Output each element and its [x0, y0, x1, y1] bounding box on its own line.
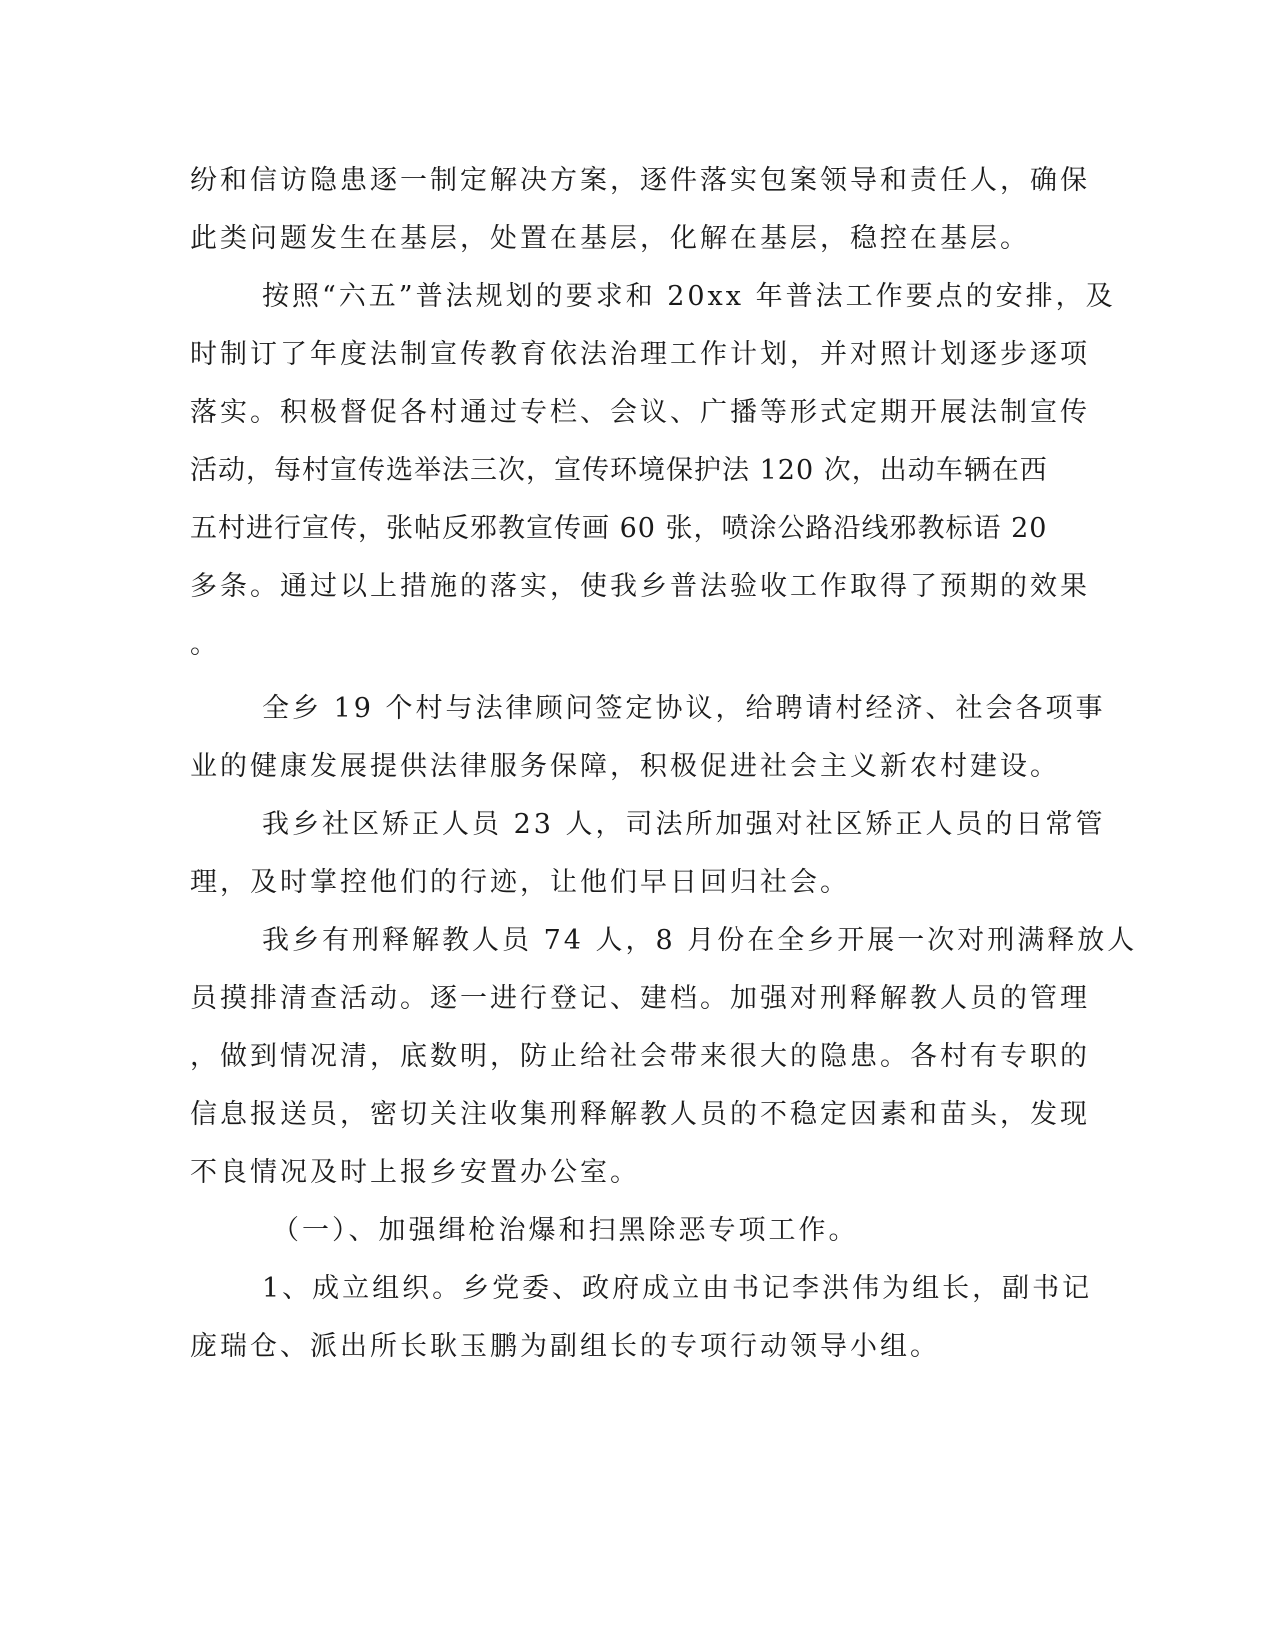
paragraph-start-line: 我乡有刑释解教人员 74 人，8 月份在全乡开展一次对刑满释放人	[262, 925, 1138, 956]
text-line: 。	[190, 629, 220, 660]
paragraph-start-line: 我乡社区矫正人员 23 人，司法所加强对社区矫正人员的日常管	[262, 809, 1106, 840]
text-line: 纷和信访隐患逐一制定解决方案，逐件落实包案领导和责任人，确保	[190, 165, 1090, 196]
text-line: 此类问题发生在基层，处置在基层，化解在基层，稳控在基层。	[190, 223, 1030, 254]
text-line: 业的健康发展提供法律服务保障，积极促进社会主义新农村建设。	[190, 751, 1060, 782]
text-line: 多条。通过以上措施的落实，使我乡普法验收工作取得了预期的效果	[190, 571, 1090, 602]
text-line: 五村进行宣传，张帖反邪教宣传画 60 张，喷涂公路沿线邪教标语 20	[190, 513, 1048, 544]
paragraph-start-line: 1、成立组织。乡党委、政府成立由书记李洪伟为组长，副书记	[262, 1273, 1093, 1304]
text-line: 不良情况及时上报乡安置办公室。	[190, 1157, 640, 1188]
paragraph-start-line: 全乡 19 个村与法律顾问签定协议，给聘请村经济、社会各项事	[262, 693, 1106, 724]
text-line: 时制订了年度法制宣传教育依法治理工作计划，并对照计划逐步逐项	[190, 339, 1090, 370]
text-line: 员摸排清查活动。逐一进行登记、建档。加强对刑释解教人员的管理	[190, 983, 1090, 1014]
text-line: 信息报送员，密切关注收集刑释解教人员的不稳定因素和苗头，发现	[190, 1099, 1090, 1130]
section-heading: （一）、加强缉枪治爆和扫黑除恶专项工作。	[272, 1215, 859, 1246]
text-line: ，做到情况清，底数明，防止给社会带来很大的隐患。各村有专职的	[190, 1041, 1090, 1072]
text-line: 活动，每村宣传选举法三次，宣传环境保护法 120 次，出动车辆在西	[190, 455, 1048, 486]
text-line: 落实。积极督促各村通过专栏、会议、广播等形式定期开展法制宣传	[190, 397, 1090, 428]
paragraph-start-line: 按照“六五”普法规划的要求和 20xx 年普法工作要点的安排，及	[262, 281, 1116, 312]
text-line: 庞瑞仓、派出所长耿玉鹏为副组长的专项行动领导小组。	[190, 1331, 940, 1362]
text-line: 理，及时掌控他们的行迹，让他们早日回归社会。	[190, 867, 850, 898]
